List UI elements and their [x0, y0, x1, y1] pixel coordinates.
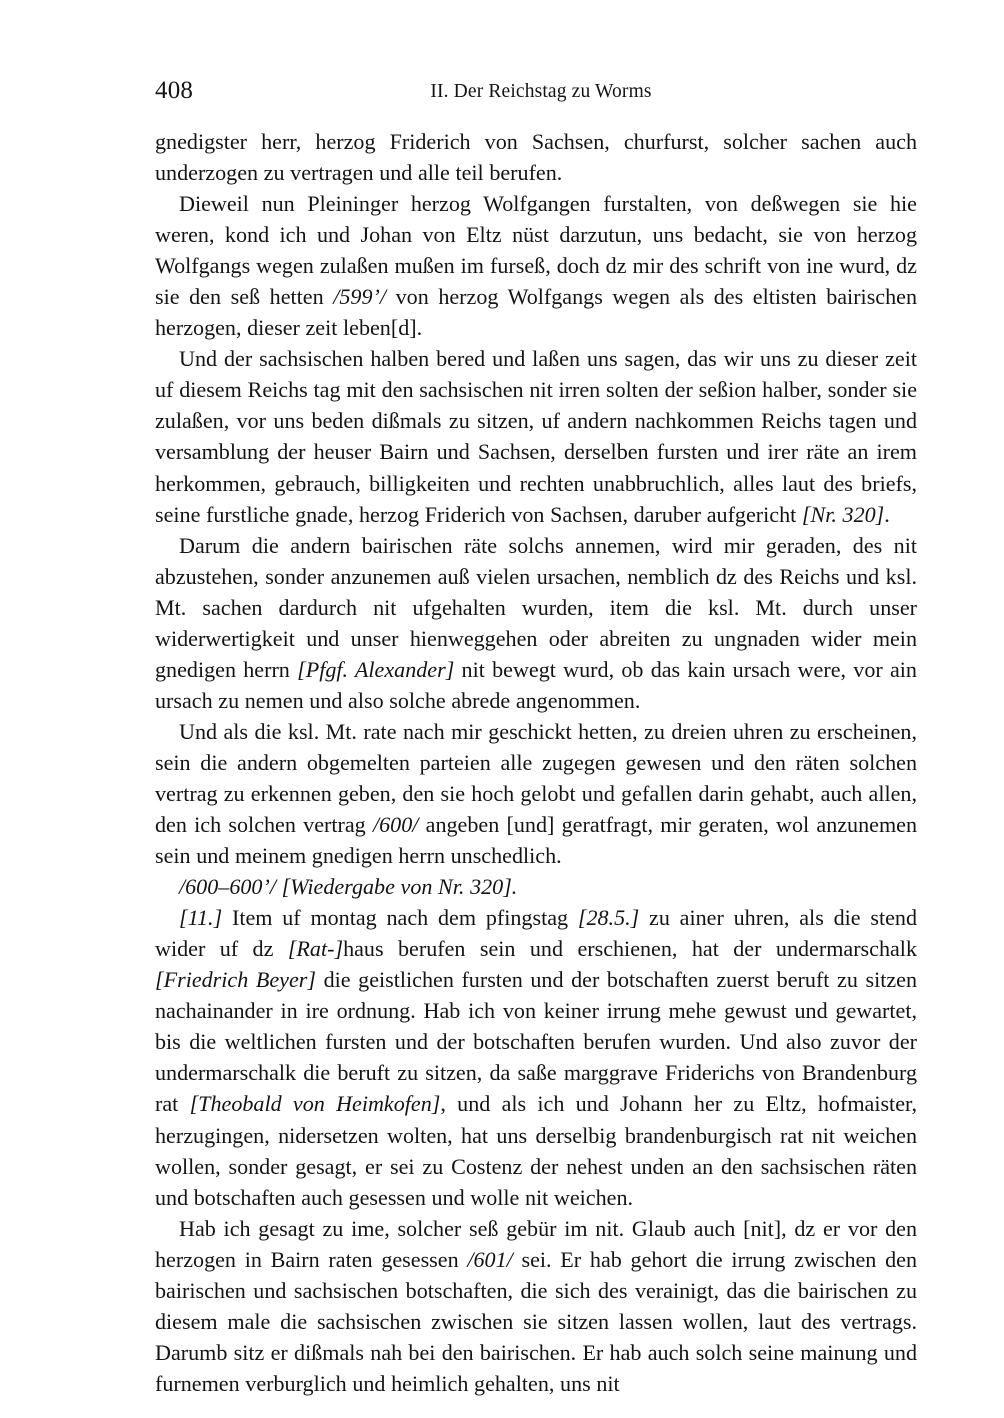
- paragraph: Und als die ksl. Mt. rate nach mir geschickt hetten, zu dreien uhren zu erscheinen, sein die andern obgemelten parteien alle zugegen gewesen und den räten solchen vertrag zu erkennen geben, den sie hoch gelobt und gefallen darin gehabt, auch allen, den ich solchen vertrag /600/ angeben [und] geratfragt, mir geraten, wol anzunemen sein und meinem gnedigen herrn unschedlich.: [155, 718, 917, 869]
- editorial-insertion: [Pfgf. Alexander]: [297, 656, 455, 682]
- paragraph: gnedigster herr, herzog Friderich von Sachsen, churfurst, solcher sachen auch underzogen zu vertragen und alle teil berufen.: [155, 129, 917, 186]
- body-text-block: [155, 126, 917, 1399]
- editorial-insertion: [Friedrich Beyer]: [155, 967, 316, 993]
- page-number: 408: [155, 77, 194, 104]
- paragraph: Und der sachsischen halben bered und laßen uns sagen, das wir uns zu dieser zeit uf diesem Reichs tag mit den sachsischen nit irren solten der seßion halber, sonder sie zulaßen, vor uns beden dißmals zu sitzen, uf andern nachkommen Reichs tagen und versamblung der heuser Bairn und Sachsen, derselben fursten und irer räte an irem herkommen, gebrauch, billigkeiten und rechten unabbruchlich, alles laut des briefs, seine furstliche gnade, herzog Friderich von Sachsen, daruber aufgericht [Nr. 320].: [155, 346, 917, 527]
- editorial-insertion: /600/: [372, 812, 419, 838]
- editorial-insertion: [Nr. 320]: [801, 501, 885, 527]
- editorial-insertion: [11.]: [179, 905, 223, 931]
- paragraph-folio-note: /600–600’/ [Wiedergabe von Nr. 320].: [179, 874, 518, 900]
- editorial-insertion: [Theobald von Heimkofen]: [189, 1091, 441, 1117]
- editorial-insertion: [Rat-]: [287, 936, 344, 962]
- editorial-insertion: /599’/: [333, 284, 387, 310]
- running-head-title: II. Der Reichstag zu Worms: [430, 81, 652, 102]
- editorial-insertion: [28.5.]: [577, 905, 640, 931]
- paragraph: [11.] Item uf montag nach dem pfingstag [28.5.] zu ainer uhren, als die stend wider uf dz [Rat-]haus berufen sein und erschienen, hat der undermarschalk [Friedrich Beyer] die geistlichen fursten und der botschaften zuerst beruft zu sitzen nachainander in ire ordnung. Hab ich von keiner irrung mehe gewust und gewartet, bis die weltlichen fursten und der botschaften berufen wurden. Und also zuvor der undermarschalk die beruft zu sitzen, da saße marggrave Friderichs von Brandenburg rat [Theobald von Heimkofen], und als ich und Johann her zu Eltz, hofmaister, herzugingen, nidersetzen wolten, hat uns derselbig brandenburgisch rat nit weichen wollen, sonder gesagt, er sei zu Costenz der nehest unden an den sachsischen räten und botschaften auch gesessen und wolle nit weichen.: [155, 905, 918, 1210]
- paragraph: Darum die andern bairischen räte solchs annemen, wird mir geraden, des nit abzustehen, sonder anzunemen auß vielen ursachen, nemblich dz des Reichs und ksl. Mt. sachen dardurch nit ufgehalten wurden, item die ksl. Mt. durch unser widerwertigkeit und unser hienweggehen oder abreiten zu ungnaden wider mein gnedigen herrn [Pfgf. Alexander] nit bewegt wurd, ob das kain ursach were, vor ain ursach zu nemen und also solche abrede angenommen.: [155, 532, 917, 713]
- paragraph: Dieweil nun Pleininger herzog Wolfgangen furstalten, von deßwegen sie hie weren, kond ich und Johan von Eltz nüst darzutun, uns bedacht, sie von herzog Wolfgangs wegen zulaßen mußen im furseß, doch dz mir des schrift von ine wurd, dz sie den seß hetten /599’/ von herzog Wolfgangs wegen als des eltisten bairischen herzogen, dieser zeit leben[d].: [155, 191, 917, 341]
- editorial-insertion: /601/: [467, 1246, 513, 1272]
- paragraph: Hab ich gesagt zu ime, solcher seß gebür im nit. Glaub auch [nit], dz er vor den herzogen in Bairn raten gesessen /601/ sei. Er hab gehort die irrung zwischen den bairischen und sachsischen botschaften, die sich des verainigt, das die bairischen zu diesem male die sachsischen zwischen sie sitzen lassen wollen, laut des vertrags. Darumb sitz er dißmals nah bei den bairischen. Er hab auch solch seine mainung und furnemen verburglich und heimlich gehalten, uns nit: [155, 1215, 917, 1396]
- running-head: [155, 76, 915, 106]
